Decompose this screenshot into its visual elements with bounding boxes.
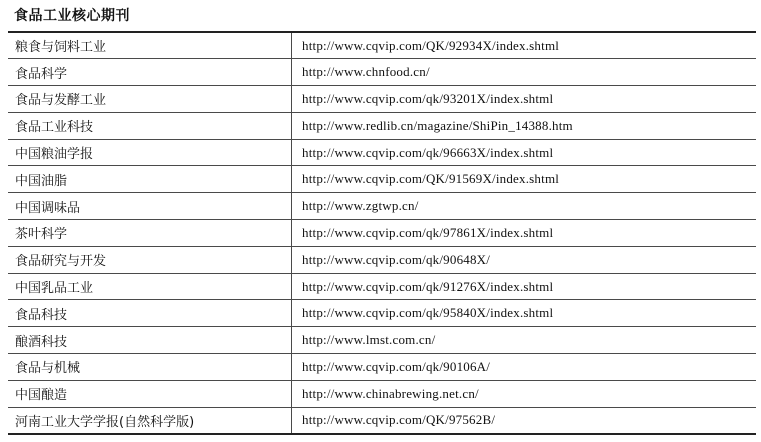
journal-name: 食品与机械	[8, 354, 292, 381]
journal-url: http://www.cqvip.com/QK/97562B/	[292, 407, 757, 434]
journal-url: http://www.chinabrewing.net.cn/	[292, 380, 757, 407]
table-row	[8, 273, 756, 300]
journal-url: http://www.cqvip.com/qk/97861X/index.shtml	[292, 220, 757, 247]
journal-name: 食品与发酵工业	[8, 86, 292, 113]
table-row	[8, 300, 756, 327]
journal-name: 中国调味品	[8, 193, 292, 220]
table-row	[8, 354, 756, 381]
journal-url: http://www.cqvip.com/qk/91276X/index.shtml	[292, 273, 757, 300]
journal-url: http://www.chnfood.cn/	[292, 59, 757, 86]
journal-name: 食品研究与开发	[8, 246, 292, 273]
table-row	[8, 220, 756, 247]
table-row	[8, 59, 756, 86]
table-row	[8, 246, 756, 273]
journal-name: 粮食与饲料工业	[8, 32, 292, 59]
table-row	[8, 112, 756, 139]
journal-url: http://www.redlib.cn/magazine/ShiPin_14388.htm	[292, 112, 757, 139]
journal-name: 中国乳品工业	[8, 273, 292, 300]
journal-name: 食品科学	[8, 59, 292, 86]
journal-table-body	[8, 32, 756, 434]
journal-url: http://www.cqvip.com/qk/90106A/	[292, 354, 757, 381]
journal-name: 中国酿造	[8, 380, 292, 407]
journal-url: http://www.cqvip.com/qk/95840X/index.shtml	[292, 300, 757, 327]
journal-url: http://www.cqvip.com/QK/91569X/index.shtml	[292, 166, 757, 193]
journal-url: http://www.cqvip.com/qk/93201X/index.shtml	[292, 86, 757, 113]
table-caption: 食品工业核心期刊	[14, 8, 130, 24]
journal-url: http://www.cqvip.com/QK/92934X/index.shtml	[292, 32, 757, 59]
journal-name: 酿酒科技	[8, 327, 292, 354]
table-row	[8, 139, 756, 166]
journal-name: 河南工业大学学报(自然科学版)	[8, 407, 292, 434]
table-row	[8, 32, 756, 59]
journal-name: 中国粮油学报	[8, 139, 292, 166]
table-row	[8, 193, 756, 220]
table-row	[8, 380, 756, 407]
journal-name: 中国油脂	[8, 166, 292, 193]
journal-url: http://www.cqvip.com/qk/90648X/	[292, 246, 757, 273]
journal-url: http://www.cqvip.com/qk/96663X/index.shtml	[292, 139, 757, 166]
table-row	[8, 86, 756, 113]
journal-url: http://www.zgtwp.cn/	[292, 193, 757, 220]
journal-table	[8, 31, 756, 435]
table-row	[8, 166, 756, 193]
table-row	[8, 327, 756, 354]
journal-name: 食品科技	[8, 300, 292, 327]
table-row	[8, 407, 756, 434]
journal-name: 茶叶科学	[8, 220, 292, 247]
journal-name: 食品工业科技	[8, 112, 292, 139]
journal-url: http://www.lmst.com.cn/	[292, 327, 757, 354]
